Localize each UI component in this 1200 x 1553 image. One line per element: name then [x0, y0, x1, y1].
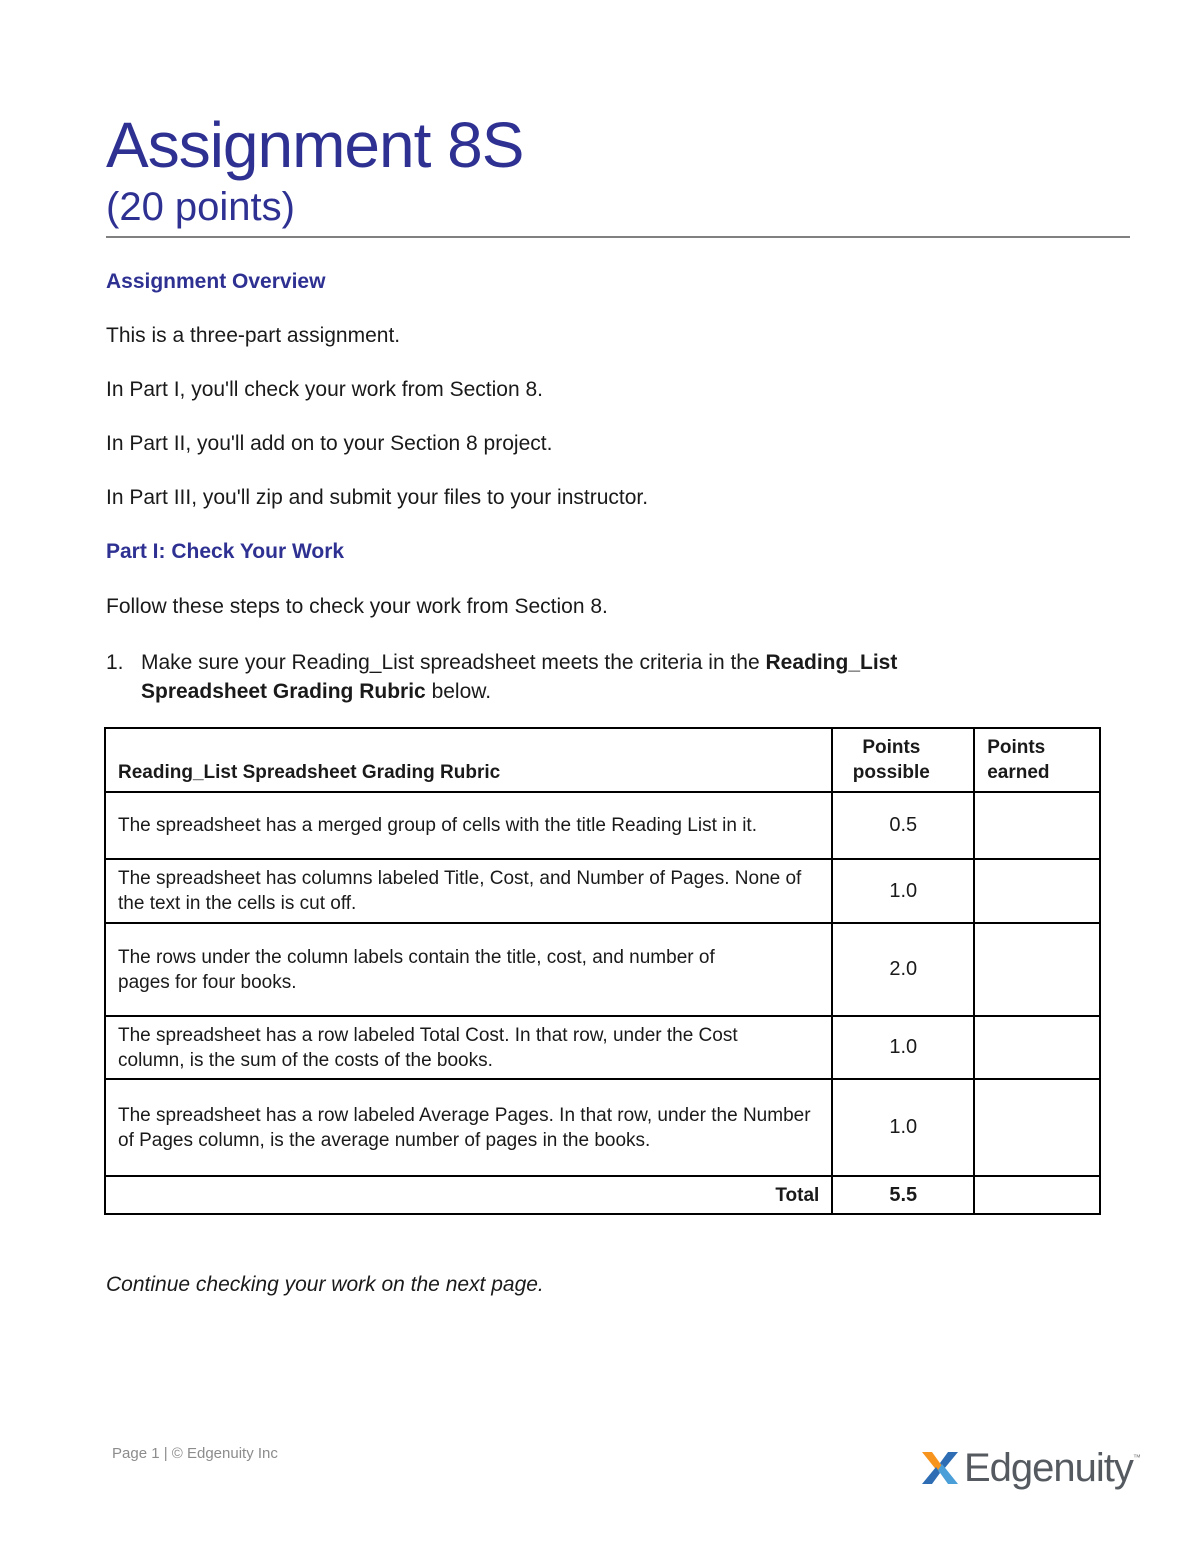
points-earned-cell[interactable]	[974, 792, 1100, 859]
step-item	[106, 648, 1006, 706]
points-possible-cell: 1.0	[832, 1079, 974, 1176]
points-possible-cell: 1.0	[832, 1016, 974, 1079]
overview-paragraph: This is a three-part assignment.	[106, 324, 401, 347]
part1-intro: Follow these steps to check your work from Section 8.	[106, 595, 608, 618]
criteria-cell: The rows under the column labels contain the title, cost, and number of pages for four books.	[105, 923, 832, 1016]
grading-rubric-table	[104, 727, 1101, 1215]
total-points-earned[interactable]	[974, 1176, 1100, 1214]
logo-trademark: ™	[1132, 1453, 1141, 1462]
table-row	[105, 1016, 1100, 1079]
step-text-after: below.	[425, 680, 492, 703]
edgenuity-x-icon	[920, 1448, 960, 1488]
overview-paragraph: In Part I, you'll check your work from Section 8.	[106, 378, 544, 401]
total-label: Total	[105, 1176, 832, 1214]
step-number: 1.	[106, 651, 124, 674]
header-points-earned-label: Points earned	[987, 737, 1050, 783]
logo-wordmark: Edgenuity	[964, 1446, 1133, 1490]
page-subtitle: (20 points)	[106, 185, 295, 229]
points-possible-cell: 2.0	[832, 923, 974, 1016]
part1-heading: Part I: Check Your Work	[106, 540, 345, 563]
points-earned-cell[interactable]	[974, 859, 1100, 923]
header-points-possible	[832, 728, 974, 792]
total-points-possible: 5.5	[832, 1176, 974, 1214]
table-row	[105, 923, 1100, 1016]
header-criteria: Reading_List Spreadsheet Grading Rubric	[105, 728, 832, 792]
overview-heading: Assignment Overview	[106, 270, 326, 293]
rubric-reference: Reading_List Spreadsheet Grading Rubric	[141, 651, 898, 703]
page-title: Assignment 8S	[106, 109, 524, 181]
total-row	[105, 1176, 1100, 1214]
points-earned-cell[interactable]	[974, 1016, 1100, 1079]
criteria-cell: The spreadsheet has a row labeled Average Pages. In that row, under the Number of Pages column, is the average number of pages in the books.	[105, 1079, 832, 1176]
table-row	[105, 792, 1100, 859]
header-points-earned	[974, 728, 1100, 792]
step-text	[141, 648, 1006, 706]
title-divider	[106, 236, 1130, 238]
table-header-row	[105, 728, 1100, 792]
points-earned-cell[interactable]	[974, 923, 1100, 1016]
criteria-cell: The spreadsheet has columns labeled Title, Cost, and Number of Pages. None of the text in the cells is cut off.	[105, 859, 832, 923]
step-text-before: Make sure your Reading_List spreadsheet meets the criteria in the	[141, 651, 766, 674]
edgenuity-logo	[920, 1443, 1141, 1493]
overview-paragraph: In Part III, you'll zip and submit your files to your instructor.	[106, 486, 649, 509]
points-earned-cell[interactable]	[974, 1079, 1100, 1176]
continue-note: Continue checking your work on the next page.	[106, 1273, 544, 1296]
footer-page-info: Page 1 | © Edgenuity Inc	[112, 1445, 278, 1462]
table-row	[105, 1079, 1100, 1176]
points-possible-cell: 0.5	[832, 792, 974, 859]
overview-paragraph: In Part II, you'll add on to your Section 8 project.	[106, 432, 553, 455]
points-possible-cell: 1.0	[832, 859, 974, 923]
criteria-cell: The spreadsheet has a row labeled Total Cost. In that row, under the Cost column, is the sum of the costs of the books.	[105, 1016, 832, 1079]
header-points-possible-label: Points possible	[852, 737, 930, 783]
criteria-cell: The spreadsheet has a merged group of cells with the title Reading List in it.	[105, 792, 832, 859]
table-row	[105, 859, 1100, 923]
